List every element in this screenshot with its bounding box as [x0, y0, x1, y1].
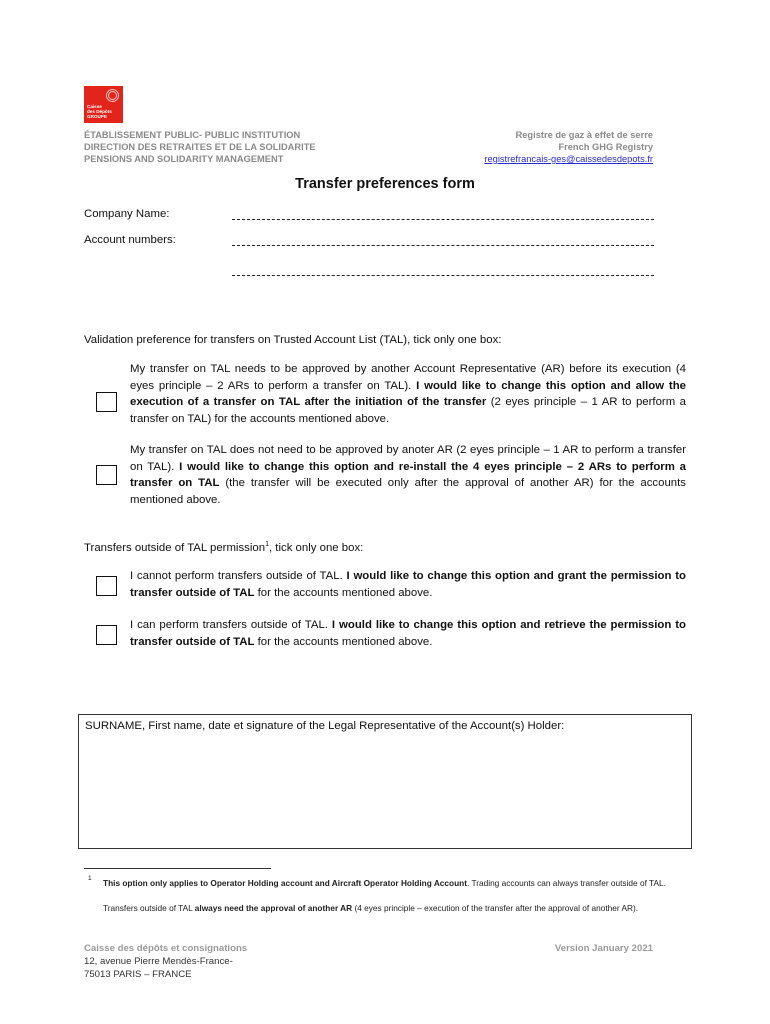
footer-address	[84, 943, 247, 981]
signature-box[interactable]	[78, 714, 692, 849]
account-numbers-field-1[interactable]	[232, 245, 654, 247]
tal-validation-prompt: Validation preference for transfers on Trusted Account List (TAL), tick only one box:	[84, 334, 502, 346]
footnote-line-2: Transfers outside of TAL always need the approval of another AR (4 eyes principle – execution of the transfer after the approval of another AR).	[103, 903, 639, 913]
institution-line-2: DIRECTION DES RETRAITES ET DE LA SOLIDARITE	[84, 142, 316, 152]
company-name-label: Company Name:	[84, 208, 170, 220]
outside-tal-prompt: Transfers outside of TAL permission$^1$, tick only one box:	[84, 541, 364, 554]
page-title: Transfer preferences form	[295, 176, 475, 192]
registry-name-en: French GHG Registry	[558, 142, 653, 152]
footer-version: Version January 2021	[554, 943, 653, 954]
outside-option-1-checkbox[interactable]	[96, 576, 117, 596]
logo-text: Caisse des Dépôts GROUPE	[87, 104, 112, 119]
tal-option-1-checkbox[interactable]	[96, 392, 117, 412]
institution-header	[84, 129, 316, 165]
account-numbers-label: Account numbers:	[84, 234, 176, 246]
tal-option-2-text: My transfer on TAL does not need to be approved by anoter AR (2 eyes principle – 1 AR to perform a transfer on TAL). I would like to change this option and re-install the 4 eyes principle – 2 ARs to perform a transfer on TAL (the transfer will be executed only after the approval of another AR) for the accounts mentioned above.	[130, 444, 687, 506]
outside-option-1-text: I cannot perform transfers outside of TAL. I would like to change this option and grant the permission to transfer outside of TAL for the accounts mentioned above.	[130, 570, 686, 599]
registry-header	[484, 129, 653, 165]
registry-email-link[interactable]: registrefrancais-ges@caissedesdepots.fr	[484, 154, 653, 164]
caisse-des-depots-logo	[84, 86, 123, 123]
footnote-mark: 1	[88, 875, 92, 882]
registry-name-fr: Registre de gaz à effet de serre	[515, 130, 653, 140]
signature-label: SURNAME, First name, date et signature of the Legal Representative of the Account(s) Holder:	[85, 720, 565, 732]
company-name-field[interactable]	[232, 219, 654, 221]
footer-address-2: 75013 PARIS – FRANCE	[84, 968, 192, 980]
footnote-divider	[84, 868, 271, 869]
footnote-ref: 1	[265, 541, 269, 548]
institution-line-1: ÉTABLISSEMENT PUBLIC- PUBLIC INSTITUTION	[84, 130, 301, 140]
logo-swirl-inner-icon	[108, 91, 117, 100]
outside-option-2-text: I can perform transfers outside of TAL. I would like to change this option and retrieve the permission to transfer outside of TAL for the accounts mentioned above.	[130, 619, 686, 648]
tal-option-1-text: My transfer on TAL needs to be approved by another Account Representative (AR) before its execution (4 eyes principle – 2 ARs to perform a transfer on TAL). I would like to change this option and allow the execution of a transfer on TAL after the initiation of the transfer (2 eyes principle – 1 AR to perform a transfer on TAL) for the accounts mentioned above.	[130, 363, 686, 425]
tal-option-2-checkbox[interactable]	[96, 465, 117, 485]
footer-org: Caisse des dépôts et consignations	[84, 943, 248, 954]
account-numbers-field-2[interactable]	[232, 275, 654, 277]
outside-option-2-checkbox[interactable]	[96, 625, 117, 645]
institution-line-3: PENSIONS AND SOLIDARITY MANAGEMENT	[84, 154, 284, 164]
footnote-line-1: This option only applies to Operator Holding account and Aircraft Operator Holding Account. Trading accounts can always transfer outside of TAL.	[103, 878, 666, 888]
footer-address-1: 12, avenue Pierre Mendès-France-	[84, 955, 233, 967]
